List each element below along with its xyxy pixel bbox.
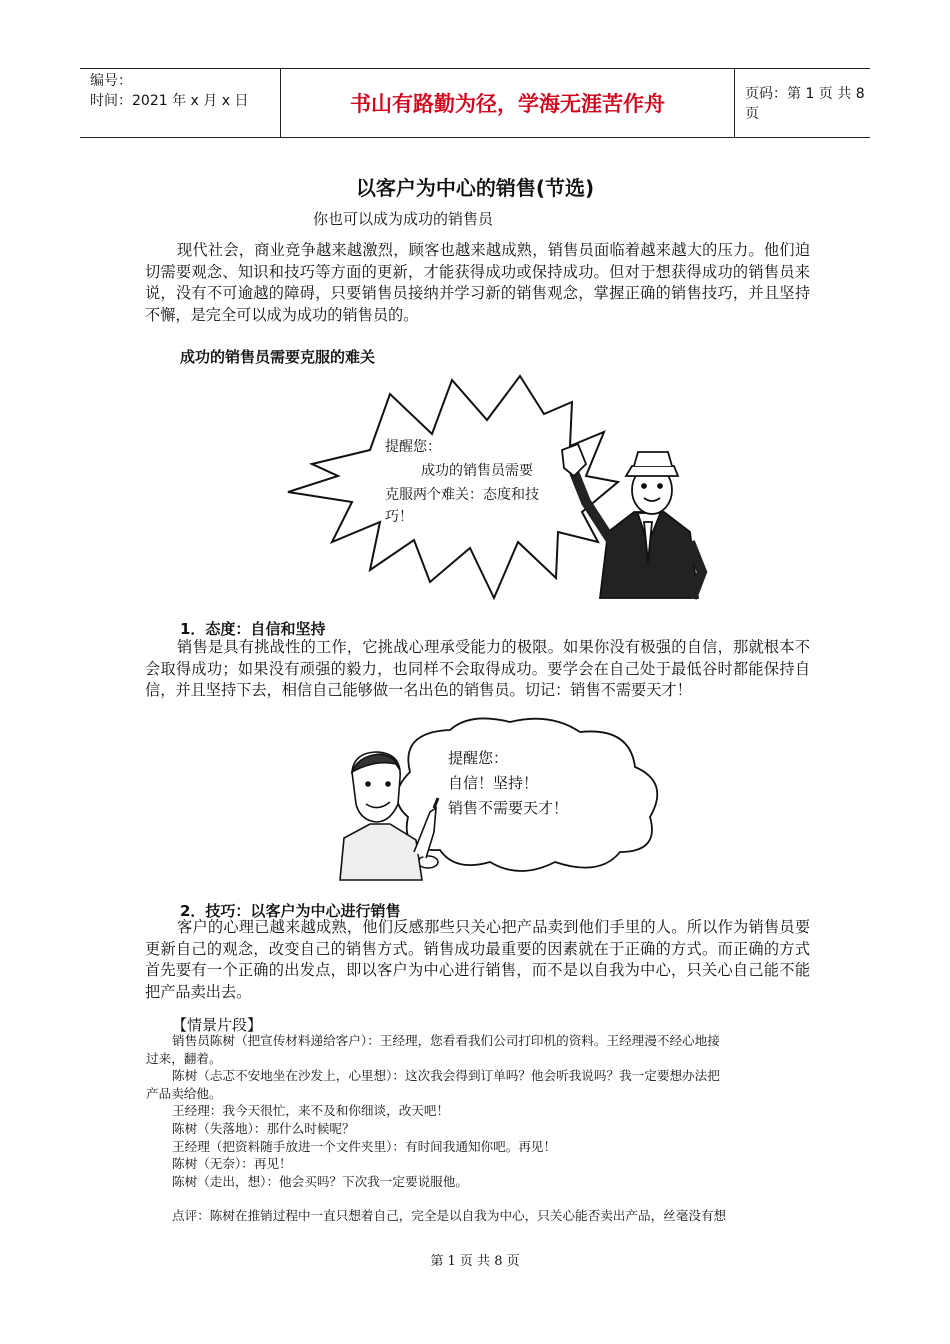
header-page-label: 页码：第 1 页 共 8 页 <box>745 86 865 122</box>
scene-line: 过来，翻着。 <box>146 1050 222 1066</box>
header-meta <box>80 69 280 137</box>
scene-line: 王经理（把资料随手放进一个文件夹里）：有时间我通知你吧。再见！ <box>172 1138 557 1154</box>
burst-line2: 成功的销售员需要 <box>421 463 533 479</box>
cloud-line1: 提醒您： <box>448 749 509 767</box>
document-title: 以客户为中心的销售(节选) <box>355 176 595 200</box>
header-motto: 书山有路勤为径，学海无涯苦作舟 <box>280 69 735 137</box>
s2-paragraph: 客户的心理已越来越成熟，他们反感那些只关心把产品卖到他们手里的人。所以作为销售员要更新自己的观念，改变自己的销售方式。销售成功最重要的因素就在于正确的方式。而正确的方式首先要有一个正确的出发点，即以客户为中心进行销售，而不是以自我为中心，只关心自己能不能把产品卖出去。 <box>145 918 810 1001</box>
scene-line: 陈树（失落地）：那什么时候呢？ <box>172 1120 355 1136</box>
scene-line: 王经理：我今天很忙，来不及和你细谈，改天吧！ <box>172 1103 450 1119</box>
s1-paragraph: 销售是具有挑战性的工作，它挑战心理承受能力的极限。如果你没有极强的自信，那就根本不会取得成功；如果没有顽强的毅力，也同样不会取得成功。要学会在自己处于最低谷时都能保持自信，并且坚持下去，相信自己能够做一名出色的销售员。切记：销售不需要天才！ <box>145 638 810 699</box>
s2-heading: 2．技巧：以客户为中心进行销售 <box>180 902 401 920</box>
time-label: 时间：2021 年 x 月 x 日 <box>90 93 249 109</box>
burst-line3: 克服两个难关：态度和技 <box>385 487 539 503</box>
cloud-line2: 自信！坚持！ <box>448 774 539 792</box>
burst-line4: 巧！ <box>385 509 413 525</box>
s1-heading: 1．态度：自信和坚持 <box>180 620 326 638</box>
intro-paragraph: 现代社会，商业竞争越来越激烈，顾客也越来越成熟，销售员面临着越来越大的压力。他们迫切需要观念、知识和技巧等方面的更新，才能获得成功或保持成功。但对于想获得成功的销售员来说，没有不可逾越的障碍，只要销售员接纳并学习新的销售观念，掌握正确的销售技巧，并且坚持不懈，是完全可以成为成功的销售员的。 <box>145 241 810 324</box>
document-subtitle: 你也可以成为成功的销售员 <box>313 210 494 228</box>
scene-line: 销售员陈树（把宣传材料递给客户）：王经理，您看看我们公司打印机的资料。王经理漫不经心地接 <box>172 1033 720 1048</box>
cloud-line3: 销售不需要天才！ <box>448 799 569 817</box>
page-footer: 第 1 页 共 8 页 <box>430 1254 520 1269</box>
number-label: 编号： <box>90 73 132 89</box>
scene-line: 陈树（忐忑不安地坐在沙发上，心里想）：这次我会得到订单吗？他会听我说吗？我一定要想办法把 <box>172 1068 720 1084</box>
scene-line: 陈树（无奈）：再见！ <box>172 1156 292 1172</box>
burst-text <box>385 436 539 528</box>
cloud-text <box>448 746 568 821</box>
burst-line1: 提醒您： <box>385 439 441 455</box>
scene-heading: 【情景片段】 <box>172 1016 263 1034</box>
section-heading: 成功的销售员需要克服的难关 <box>180 348 376 366</box>
scene-comment: 点评：陈树在推销过程中一直只想着自己，完全是以自我为中心，只关心能否卖出产品，丝毫没有想 <box>172 1208 727 1224</box>
scene-line: 产品卖给他。 <box>146 1085 222 1101</box>
page-header <box>80 68 870 138</box>
scene-line: 陈树（走出，想）：他会买吗？下次我一定要说服他。 <box>172 1173 468 1189</box>
scene-dialogue <box>146 1032 822 1225</box>
